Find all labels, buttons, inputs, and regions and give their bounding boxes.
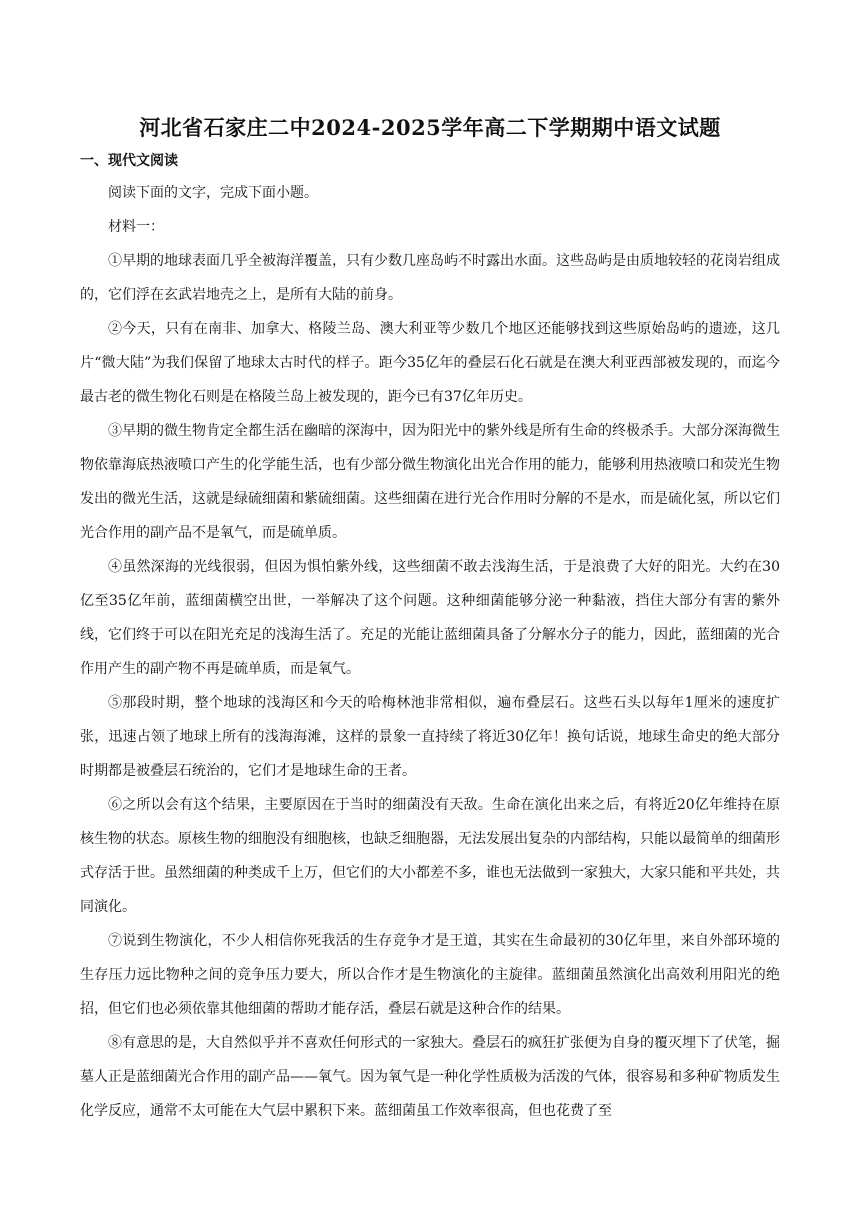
paragraph-1: ①早期的地球表面几乎全被海洋覆盖，只有少数几座岛屿不时露出水面。这些岛屿是由质地较轻的花岗岩组成的，它们浮在玄武岩地壳之上，是所有大陆的前身。	[80, 253, 780, 303]
paragraph-6: ⑥之所以会有这个结果，主要原因在于当时的细菌没有天敌。生命在演化出来之后，有将近20亿年维持在原核生物的状态。原核生物的细胞没有细胞核，也缺乏细胞器，无法发展出复杂的内部结构，只能以最简单的细菌形式存活于世。虽然细菌的种类成千上万，但它们的大小都差不多，谁也无法做到一家独大，大家只能和平共处，共同演化。	[80, 797, 780, 915]
paragraph-2: ②今天，只有在南非、加拿大、格陵兰岛、澳大利亚等少数几个地区还能够找到这些原始岛屿的遗迹，这几片“微大陆”为我们保留了地球太古时代的样子。距今35亿年的叠层石化石就是在澳大利亚西部被发现的，而迄今最古老的微生物化石则是在格陵兰岛上被发现的，距今已有37亿年历史。	[80, 321, 780, 405]
document-body	[80, 176, 780, 1128]
material-label: 材料一：	[108, 219, 164, 235]
instruction-text: 阅读下面的文字，完成下面小题。	[108, 185, 318, 201]
section-heading: 一、现代文阅读	[80, 153, 178, 169]
paragraph-5: ⑤那段时期，整个地球的浅海区和今天的哈梅林池非常相似，遍布叠层石。这些石头以每年1厘米的速度扩张，迅速占领了地球上所有的浅海海滩，这样的景象一直持续了将近30亿年！换句话说，地球生命史的绝大部分时期都是被叠层石统治的，它们才是地球生命的王者。	[80, 695, 780, 779]
paragraph-3: ③早期的微生物肯定全都生活在幽暗的深海中，因为阳光中的紫外线是所有生命的终极杀手。大部分深海微生物依靠海底热液喷口产生的化学能生活，也有少部分微生物演化出光合作用的能力，能够利用热液喷口和荧光生物发出的微光生活，这就是绿硫细菌和紫硫细菌。这些细菌在进行光合作用时分解的不是水，而是硫化氢，所以它们光合作用的副产品不是氧气，而是硫单质。	[80, 423, 780, 541]
paragraph-4: ④虽然深海的光线很弱，但因为惧怕紫外线，这些细菌不敢去浅海生活，于是浪费了大好的阳光。大约在30亿至35亿年前，蓝细菌横空出世，一举解决了这个问题。这种细菌能够分泌一种黏液，挡住大部分有害的紫外线，它们终于可以在阳光充足的浅海生活了。充足的光能让蓝细菌具备了分解水分子的能力，因此，蓝细菌的光合作用产生的副产物不再是硫单质，而是氧气。	[80, 559, 780, 677]
document-title: 河北省石家庄二中2024-2025学年高二下学期期中语文试题	[139, 115, 721, 140]
paragraph-7: ⑦说到生物演化，不少人相信你死我活的生存竞争才是王道，其实在生命最初的30亿年里，来自外部环境的生存压力远比物种之间的竞争压力要大，所以合作才是生物演化的主旋律。蓝细菌虽然演化出高效利用阳光的绝招，但它们也必须依靠其他细菌的帮助才能存活，叠层石就是这种合作的结果。	[80, 933, 780, 1017]
paragraph-8: ⑧有意思的是，大自然似乎并不喜欢任何形式的一家独大。叠层石的疯狂扩张便为自身的覆灭埋下了伏笔，掘墓人正是蓝细菌光合作用的副产品——氧气。因为氧气是一种化学性质极为活泼的气体，很容易和多种矿物质发生化学反应，通常不太可能在大气层中累积下来。蓝细菌虽工作效率很高，但也花费了至	[80, 1035, 780, 1119]
